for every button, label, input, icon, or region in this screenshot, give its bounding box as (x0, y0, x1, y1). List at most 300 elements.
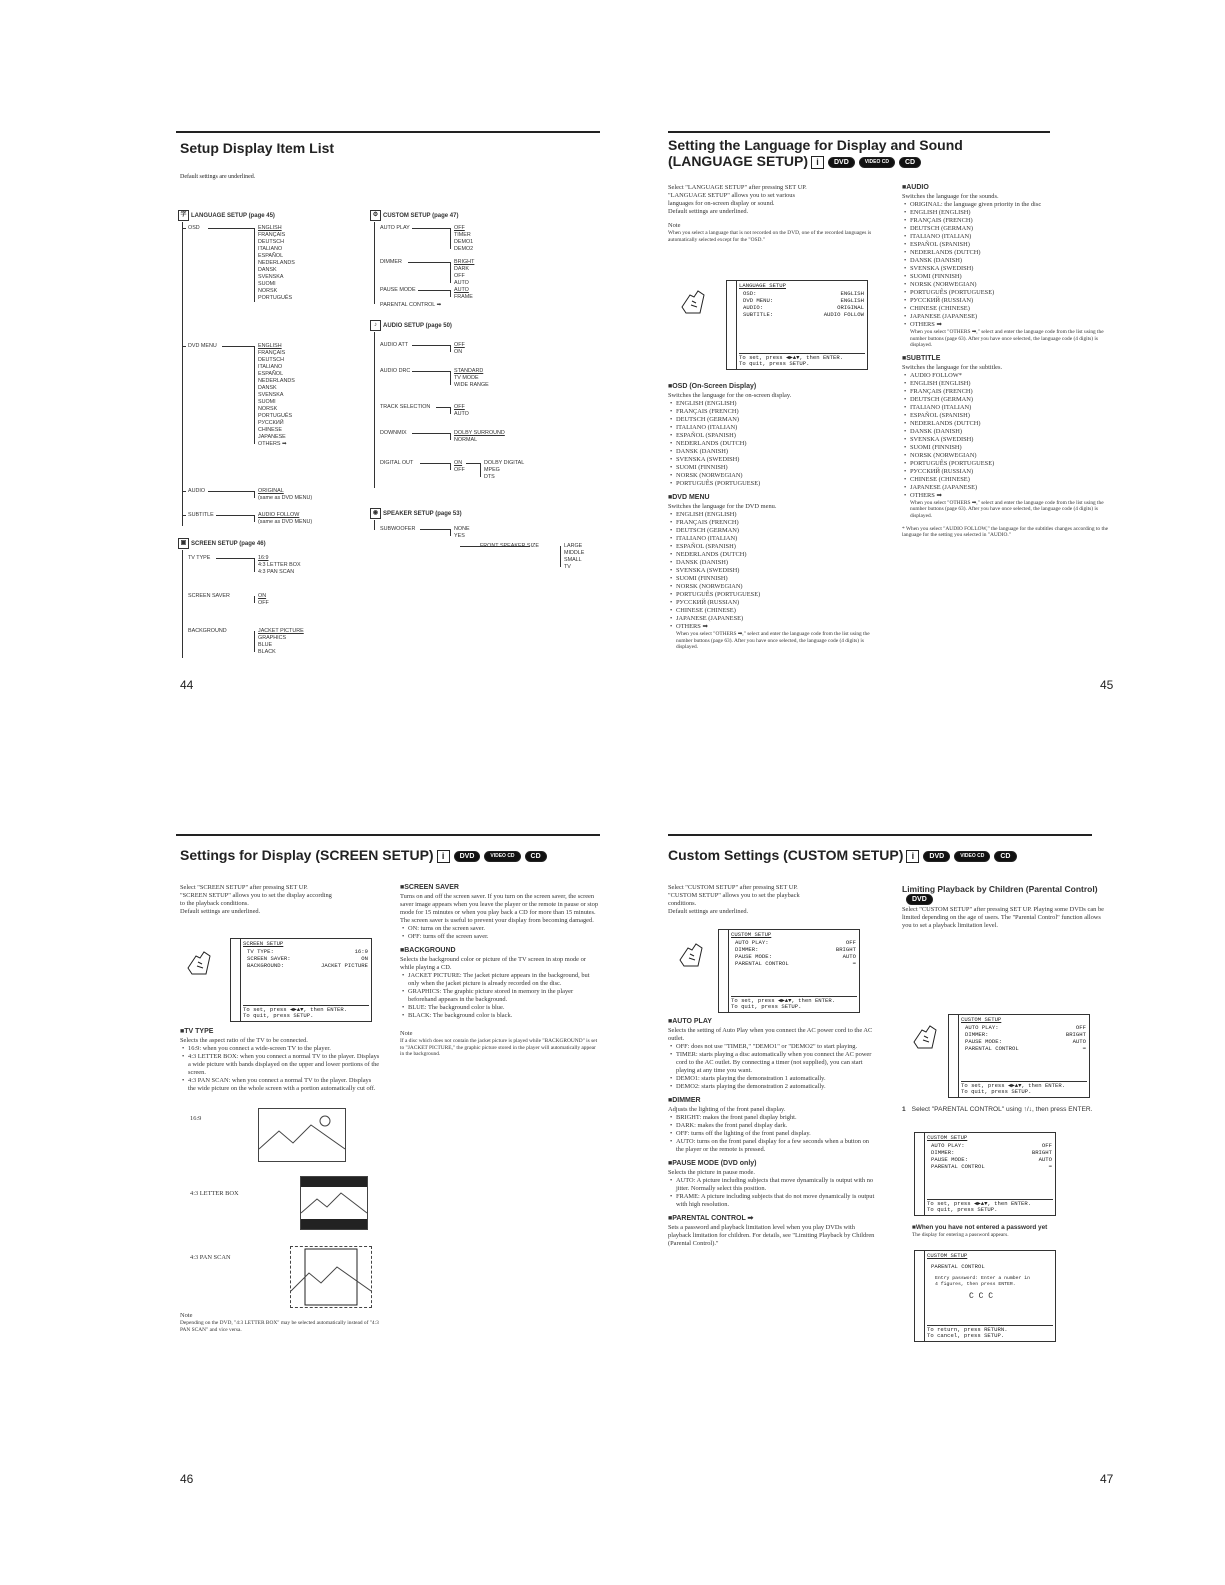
list-item: • ENGLISH (ENGLISH) (676, 400, 880, 408)
list-item: • NEDERLANDS (DUTCH) (676, 440, 880, 448)
password-screen (914, 1250, 1056, 1342)
tree-option: OTHERS ➡ (258, 441, 287, 447)
screen-footer: To quit, press SETUP. (243, 1012, 314, 1019)
list-item: • CHINESE (CHINESE) (676, 607, 880, 615)
screen-setup-tree (178, 538, 378, 678)
others-note: When you select "OTHERS ➡," select and enter the language code from the list using the number buttons (page 63). After you have once selected, the language code (4 digits) is displayed. (910, 329, 1104, 349)
tv-type-label: TV TYPE (188, 555, 211, 561)
tree-option: OFF (258, 600, 269, 606)
tree-option: CHINESE (258, 427, 282, 433)
intro-line: Default settings are underlined. (180, 908, 261, 915)
list-item: • OTHERS ➡ (676, 623, 880, 631)
list-item: • DEMO2: starts playing the demonstration 2 automatically. (676, 1083, 878, 1091)
section-heading: ■SUBTITLE (902, 354, 941, 362)
list-item: • TIMER: starts playing a disc automatically when you connect the AC power cord to the AC outlet. By connecting a timer (not supplied), you can start playing at any time you want. (676, 1051, 878, 1075)
intro-line: "SCREEN SETUP" allows you to set the display according (180, 892, 332, 899)
screen-title: SCREEN SETUP (243, 940, 284, 947)
list-item: • ESPAÑOL (SPANISH) (910, 412, 1117, 420)
list-item: • FRANÇAIS (FRENCH) (676, 408, 880, 416)
note-title: Note (180, 1312, 193, 1319)
list-item: • ITALIANO (ITALIAN) (676, 535, 880, 543)
dvd-badge: DVD (828, 157, 855, 168)
digital-out-sub-options (484, 460, 524, 481)
video-cd-badge: VIDEO CD (954, 851, 990, 862)
osd-list (668, 400, 880, 488)
auto-play-list (668, 1043, 878, 1091)
step-text: Select "PARENTAL CONTROL" using ↑/↓, then press ENTER. (911, 1106, 1093, 1113)
tree-line (182, 550, 183, 658)
tv-type-list (180, 1045, 380, 1093)
tree-line (254, 596, 255, 603)
tree-option: WIDE RANGE (454, 382, 489, 388)
language-setup-header (178, 210, 275, 221)
section-desc: Switches the language for the on-screen display. (668, 392, 792, 399)
footnote: * When you select "AUDIO FOLLOW," the language for the subtitles changes according to the language for the setting you selected in "AUDIO." (902, 525, 1109, 539)
left-column (180, 884, 380, 916)
tree-line (450, 345, 451, 352)
tree-option: ENGLISH (258, 225, 282, 231)
tree-option: ESPAÑOL (258, 253, 284, 259)
screen-footer: To set, press ◀▶▲▼, then ENTER. (961, 1081, 1087, 1089)
limiting-heading-text: Limiting Playback by Children (Parental Control) (902, 884, 1098, 894)
page-title-line1: Setting the Language for Display and Sound (668, 137, 963, 153)
tree-option: FRANÇAIS (258, 350, 286, 356)
list-item: • DEUTSCH (GERMAN) (676, 527, 880, 535)
screen-row-label: PAUSE MODE: (931, 1156, 968, 1163)
info-icon: i (811, 156, 824, 169)
list-item: • DEUTSCH (GERMAN) (910, 396, 1117, 404)
subtitle-label: SUBTITLE (188, 512, 214, 518)
tree-line (182, 515, 186, 516)
audio-list (902, 201, 1117, 329)
list-item: • AUTO: turns on the front panel display for a few seconds when a button on the player or the remote is pressed. (676, 1138, 878, 1154)
tree-option: NEDERLANDS (258, 378, 295, 384)
section-desc: Selects the setting of Auto Play when you connect the AC power cord to the AC outlet. (668, 1027, 873, 1042)
list-item: • NORSK (NORWEGIAN) (676, 583, 880, 591)
list-item: • NORSK (NORWEGIAN) (676, 472, 880, 480)
screen-row-value: OFF (1041, 1142, 1052, 1149)
others-note: When you select "OTHERS ➡," select and enter the language code from the list using the number buttons (page 63). After you have once selected, the language code (4 digits) is displayed. (676, 631, 870, 651)
tree-option: STANDARD (454, 368, 484, 374)
note-title: Note (668, 222, 681, 229)
screen-footer: To quit, press SETUP. (731, 1003, 802, 1010)
speaker-setup-header (370, 508, 462, 519)
tree-option: DOLBY DIGITAL (484, 460, 525, 466)
page-47 (612, 792, 1224, 1584)
pan-scan-illustration (290, 1246, 372, 1308)
list-item: • DANSK (DANISH) (676, 448, 880, 456)
screen-saver-label: SCREEN SAVER (188, 593, 230, 599)
no-password-title: ■When you have not entered a password yet (912, 1224, 1048, 1231)
page-number: 47 (1100, 1472, 1114, 1486)
info-icon: i (437, 850, 450, 863)
custom-setup-header (370, 210, 458, 221)
intro-text: Default settings are underlined. (180, 174, 256, 180)
background-options (258, 628, 304, 656)
list-item: • DARK: makes the front panel display dark. (676, 1122, 878, 1130)
screen-side-bar (727, 281, 737, 369)
screen-row-label: AUTO PLAY: (965, 1024, 999, 1031)
tree-line (412, 371, 450, 372)
list-item: • AUDIO FOLLOW* (910, 372, 1117, 380)
left-column (668, 884, 878, 916)
tree-option: YES (454, 533, 465, 539)
tree-line (412, 345, 450, 346)
page-46 (0, 792, 612, 1584)
screen-row-label: TV TYPE: (247, 948, 274, 955)
page-title-line2-text: (LANGUAGE SETUP) (668, 153, 808, 169)
step-1 (902, 1106, 1112, 1114)
tree-line (254, 346, 255, 444)
tv-type-section (180, 1028, 380, 1093)
list-item: • JAPANESE (JAPANESE) (676, 615, 880, 623)
screen-row-label: SUBTITLE: (743, 311, 774, 318)
hand-remote-icon (680, 287, 706, 315)
screen-row-value: ➡ (1048, 1163, 1052, 1170)
list-item: • NORSK (NORWEGIAN) (910, 452, 1117, 460)
tree-option: SMALL (564, 557, 582, 563)
tree-line (420, 529, 450, 530)
tree-line (254, 491, 255, 498)
screen-side-bar (915, 1251, 925, 1341)
audio-drc-label: AUDIO DRC (380, 368, 411, 374)
tree-line (216, 558, 254, 559)
list-item: • NEDERLANDS (DUTCH) (910, 249, 1117, 257)
list-item: • BRIGHT: makes the front panel display bright. (676, 1114, 878, 1122)
tree-line (418, 290, 450, 291)
tree-option: AUTO (454, 287, 469, 293)
tree-option: DANSK (258, 267, 277, 273)
tree-option: SUOMI (258, 281, 276, 287)
step-number: 1 (902, 1106, 906, 1113)
screen-side-bar (719, 930, 729, 1012)
title-rule (176, 834, 600, 836)
screen-row-label: PAUSE MODE: (735, 953, 772, 960)
tree-line (450, 463, 451, 470)
tree-line (436, 407, 450, 408)
pause-mode-list (668, 1177, 878, 1209)
tree-line (450, 262, 451, 283)
password-field[interactable]: C C C (969, 1292, 994, 1301)
page-title-line2 (668, 153, 963, 169)
cd-badge: CD (994, 851, 1016, 862)
tree-line (450, 371, 451, 385)
screen-saver-options (258, 593, 269, 607)
section-heading: ■PAUSE MODE (DVD only) (668, 1160, 757, 1167)
section-desc: Selects the aspect ratio of the TV to be connected. (180, 1037, 308, 1044)
tree-option: (same as DVD MENU) (258, 519, 313, 525)
list-item: • SVENSKA (SWEDISH) (676, 456, 880, 464)
list-item: • NEDERLANDS (DUTCH) (676, 551, 880, 559)
osd-label: OSD (188, 225, 200, 231)
screen-footer: To set, press ◀▶▲▼, then ENTER. (739, 353, 865, 361)
downmix-options (454, 430, 505, 444)
list-item: • CHINESE (CHINESE) (910, 476, 1117, 484)
screen-row-value: OFF (845, 939, 856, 946)
screen-row-label: OSD: (743, 290, 757, 297)
language-setup-tree (178, 210, 378, 540)
screen-row-value: 16:9 (354, 948, 368, 955)
screen-row-label: PARENTAL CONTROL (931, 1163, 985, 1170)
parental-control-label: PARENTAL CONTROL ➡ (380, 302, 442, 308)
tree-option: FRAME (454, 294, 473, 300)
tree-option: NORSK (258, 288, 278, 294)
tree-option: PORTUGUÊS (258, 413, 293, 419)
section-desc: Turns on and off the screen saver. If you turn on the screen saver, the screen saver image appears when you leave the player or the remote in pause or stop mode for 15 minutes or when you play back a CD for more than 15 minutes. The screen saver is useful to prevent your display from becoming damaged. (400, 893, 599, 924)
dvd-menu-options (258, 343, 295, 448)
digital-out-options (454, 460, 465, 474)
tree-option: ITALIANO (258, 364, 283, 370)
list-item: • PORTUGUÊS (PORTUGUESE) (676, 591, 880, 599)
list-item: • ENGLISH (ENGLISH) (910, 380, 1117, 388)
screen-row-value: AUTO (1038, 1156, 1052, 1163)
track-selection-options (454, 404, 469, 418)
tree-option: 4:3 PAN SCAN (258, 569, 295, 575)
screen-row-label: AUTO PLAY: (931, 1142, 965, 1149)
language-setup-header-text: LANGUAGE SETUP (page 45) (191, 213, 275, 220)
limiting-heading (902, 884, 1112, 905)
info-icon: i (906, 850, 919, 863)
screen-row-value: ➡ (852, 960, 856, 967)
section-heading: ■SCREEN SAVER (400, 884, 459, 891)
screen-row-value: ENGLISH (840, 290, 864, 297)
dimmer-options (454, 259, 474, 287)
list-item: • ORIGINAL: the language given priority in the disc (910, 201, 1117, 209)
screen-row-value: AUTO (1072, 1038, 1086, 1045)
section-desc: Switches the language for the DVD menu. (668, 503, 777, 510)
dvd-menu-label: DVD MENU (188, 343, 217, 349)
title-rule (668, 131, 1050, 133)
list-item: • JACKET PICTURE: The jacket picture appears in the background, but only when the jacket picture is already recorded on the disc. (408, 972, 600, 988)
tree-line (450, 290, 451, 297)
list-item: • SUOMI (FINNISH) (676, 464, 880, 472)
screen-setup-header-text: SCREEN SETUP (page 46) (191, 541, 266, 548)
letterbox-illustration (300, 1176, 368, 1230)
section-heading: ■BACKGROUND (400, 947, 456, 954)
intro-line: Default settings are underlined. (668, 908, 749, 915)
tree-line (450, 529, 451, 536)
list-item: • ESPAÑOL (SPANISH) (676, 432, 880, 440)
screen-row-label: PAUSE MODE: (965, 1038, 1002, 1045)
language-icon: 字 (178, 210, 189, 221)
intro-line: Select "CUSTOM SETUP" after pressing SET UP. (668, 884, 798, 891)
screen-row-value: BRIGHT (1065, 1031, 1086, 1038)
note-title: Note (400, 1030, 413, 1037)
tree-option: DANSK (258, 385, 277, 391)
auto-play-options (454, 225, 473, 253)
section-desc: Selects the picture in pause mode. (668, 1169, 755, 1176)
tree-option: DEMO1 (454, 239, 474, 245)
password-prompt: 4 figures, then press ENTER. (935, 1282, 1016, 1287)
tree-line (420, 463, 450, 464)
intro-line: to the playback conditions. (180, 900, 249, 907)
pause-mode-label: PAUSE MODE (380, 287, 416, 293)
screen-row-value: AUTO (842, 953, 856, 960)
tree-option: BRIGHT (454, 259, 475, 265)
screen-row-label: SCREEN SAVER: (247, 955, 291, 962)
list-item: • SVENSKA (SWEDISH) (676, 567, 880, 575)
screen-footer: To quit, press SETUP. (927, 1206, 998, 1213)
tree-line (182, 346, 186, 347)
page-title-text: Custom Settings (CUSTOM SETUP) (668, 847, 904, 863)
tree-line (374, 520, 375, 530)
section-desc: Switches the language for the subtitles. (902, 363, 1003, 371)
tree-option: MIDDLE (564, 550, 585, 556)
page-title: Setup Display Item List (180, 140, 335, 156)
screen-footer: To cancel, press SETUP. (927, 1332, 1005, 1339)
section-desc: Adjusts the lighting of the front panel display. (668, 1106, 786, 1113)
screen-row-label: PARENTAL CONTROL (735, 960, 789, 967)
list-item: • ITALIANO (ITALIAN) (676, 424, 880, 432)
tree-option: ORIGINAL (258, 488, 284, 494)
audio-setup-header-text: AUDIO SETUP (page 50) (383, 323, 452, 330)
wide-screen-illustration (258, 1108, 346, 1162)
left-column (668, 184, 880, 243)
pause-mode-options (454, 287, 473, 301)
list-item: • SVENSKA (SWEDISH) (910, 436, 1117, 444)
list-item: • SUOMI (FINNISH) (910, 273, 1117, 281)
dvd-badge: DVD (454, 851, 481, 862)
tree-option: TV (564, 564, 571, 570)
screen-row-value: BRIGHT (1031, 1149, 1052, 1156)
speaker-setup-header-text: SPEAKER SETUP (page 53) (383, 511, 462, 518)
list-item: • CHINESE (CHINESE) (910, 305, 1117, 313)
list-item: • РУССКИЙ (RUSSIAN) (910, 297, 1117, 305)
tree-line (208, 491, 254, 492)
page-title-text: Settings for Display (SCREEN SETUP) (180, 847, 434, 863)
tree-line (374, 332, 375, 488)
tree-line (254, 631, 255, 652)
custom-icon: ⚙ (370, 210, 381, 221)
tree-line (216, 515, 254, 516)
list-item: • OFF: does not use "TIMER," "DEMO1" or "DEMO2" to start playing. (676, 1043, 878, 1051)
tree-option: NEDERLANDS (258, 260, 295, 266)
illus-label-169: 16:9 (190, 1115, 202, 1122)
osd-options (258, 225, 295, 302)
front-speaker-options (564, 543, 584, 571)
tree-option: SUOMI (258, 399, 276, 405)
screen-footer: To quit, press SETUP. (739, 360, 810, 367)
tree-option: SVENSKA (258, 274, 284, 280)
tree-option: 16:9 (258, 555, 269, 561)
audio-setup-tree (370, 320, 600, 500)
language-setup-screen (726, 280, 868, 370)
tree-option: OFF (454, 273, 465, 279)
note-text: When you select a language that is not recorded on the DVD, one of the recorded languages is automatically selected except for the "OSD." (668, 230, 872, 243)
tree-option: DTS (484, 474, 495, 480)
page-45 (612, 0, 1224, 792)
tree-option: BLACK (258, 649, 276, 655)
screen-side-bar (949, 1015, 959, 1097)
tree-line (208, 228, 254, 229)
others-note: When you select "OTHERS ➡," select and enter the language code from the list using the number buttons (page 63). After you have once selected, the language code (4 digits) is displayed. (910, 499, 1104, 519)
subtitle-options (258, 512, 312, 526)
list-item: • ON: turns on the screen saver. (408, 925, 600, 933)
dvd-badge: DVD (906, 894, 933, 905)
screen-title: LANGUAGE SETUP (739, 282, 786, 289)
auto-play-label: AUTO PLAY (380, 225, 410, 231)
list-item: • DANSK (DANISH) (910, 428, 1117, 436)
screen-row-value: ORIGINAL (837, 304, 864, 311)
page-title (668, 137, 963, 169)
screen-icon: ▣ (178, 538, 189, 549)
tree-option: LARGE (564, 543, 583, 549)
tree-option: OFF (454, 467, 465, 473)
intro-line: Select "LANGUAGE SETUP" after pressing SET UP. (668, 184, 807, 191)
tree-option: SVENSKA (258, 392, 284, 398)
list-item: • ESPAÑOL (SPANISH) (676, 543, 880, 551)
screen-row-value: JACKET PICTURE (321, 962, 368, 969)
tree-option: DOLBY SURROUND (454, 430, 505, 436)
page-44 (0, 0, 612, 792)
dvd-badge: DVD (923, 851, 950, 862)
cd-badge: CD (525, 851, 547, 862)
title-rule (668, 834, 1092, 836)
tree-option: JAPANESE (258, 434, 286, 440)
tree-option: FRANÇAIS (258, 232, 286, 238)
screen-title: CUSTOM SETUP (927, 1134, 968, 1141)
screen-title: CUSTOM SETUP (731, 931, 772, 938)
screen-row-value: BRIGHT (835, 946, 856, 953)
note-text: If a disc which does not contain the jacket picture is played while "BACKGROUND" is set to "JACKET PICTURE," the graphic picture stored in the player will automatically appear in the background. (400, 1038, 598, 1058)
password-prompt: Entry password: Enter a number in (935, 1276, 1030, 1281)
list-item: • JAPANESE (JAPANESE) (910, 313, 1117, 321)
list-item: • ESPAÑOL (SPANISH) (910, 241, 1117, 249)
tree-option: GRAPHICS (258, 635, 287, 641)
list-item: • SUOMI (FINNISH) (676, 575, 880, 583)
tree-option: JACKET PICTURE (258, 628, 304, 634)
front-speaker-label: FRONT SPEAKER SIZE (480, 543, 539, 549)
screen-row-label: BACKGROUND: (247, 962, 284, 969)
video-cd-badge: VIDEO CD (484, 851, 520, 862)
screen-row-value: OFF (1075, 1024, 1086, 1031)
list-item: • DEMO1: starts playing the demonstration 1 automatically. (676, 1075, 878, 1083)
list-item: • GRAPHICS: The graphic picture stored in memory in the player beforehand appears in the background. (408, 988, 600, 1004)
screen-saver-list (400, 925, 600, 941)
audio-icon: ♪ (370, 320, 381, 331)
list-item: • OFF: turns off the screen saver. (408, 933, 600, 941)
list-item: • 4:3 PAN SCAN: when you connect a normal TV to the player. Displays the wide picture on the whole screen with a portion automatically cut off. (188, 1077, 380, 1093)
tree-option: ON (454, 349, 463, 355)
list-item: • ENGLISH (ENGLISH) (676, 511, 880, 519)
hand-remote-icon (186, 948, 212, 976)
custom-setup-screen (718, 929, 860, 1013)
screen-footer: To set, press ◀▶▲▼, then ENTER. (243, 1005, 369, 1013)
screen-row-label: AUTO PLAY: (735, 939, 769, 946)
subwoofer-options (454, 526, 470, 540)
hand-remote-icon (678, 940, 704, 968)
screen-row-value: ENGLISH (840, 297, 864, 304)
speaker-icon: ◉ (370, 508, 381, 519)
no-password-text: The display for entering a password appears. (912, 1232, 1009, 1238)
screen-footer: To quit, press SETUP. (961, 1088, 1032, 1095)
tree-option: BLUE (258, 642, 273, 648)
custom-setup-tree (370, 210, 600, 310)
dimmer-list (668, 1114, 878, 1154)
intro-line: languages for on-screen display or sound. (668, 200, 775, 207)
tree-line (560, 546, 561, 567)
tree-option: OFF (454, 342, 465, 348)
intro-line: conditions. (668, 900, 697, 907)
page-title (180, 847, 547, 863)
right-column (902, 184, 1117, 539)
list-item: • 4:3 LETTER BOX: when you connect a normal TV to the player. Displays a wide picture with bands displayed on the upper and lower portions of the screen. (188, 1053, 380, 1077)
list-item: • DEUTSCH (GERMAN) (676, 416, 880, 424)
section-heading: ■DVD MENU (668, 494, 710, 501)
tree-option: (same as DVD MENU) (258, 495, 313, 501)
screen-row-label: DIMMER: (931, 1149, 955, 1156)
list-item: • NEDERLANDS (DUTCH) (910, 420, 1117, 428)
